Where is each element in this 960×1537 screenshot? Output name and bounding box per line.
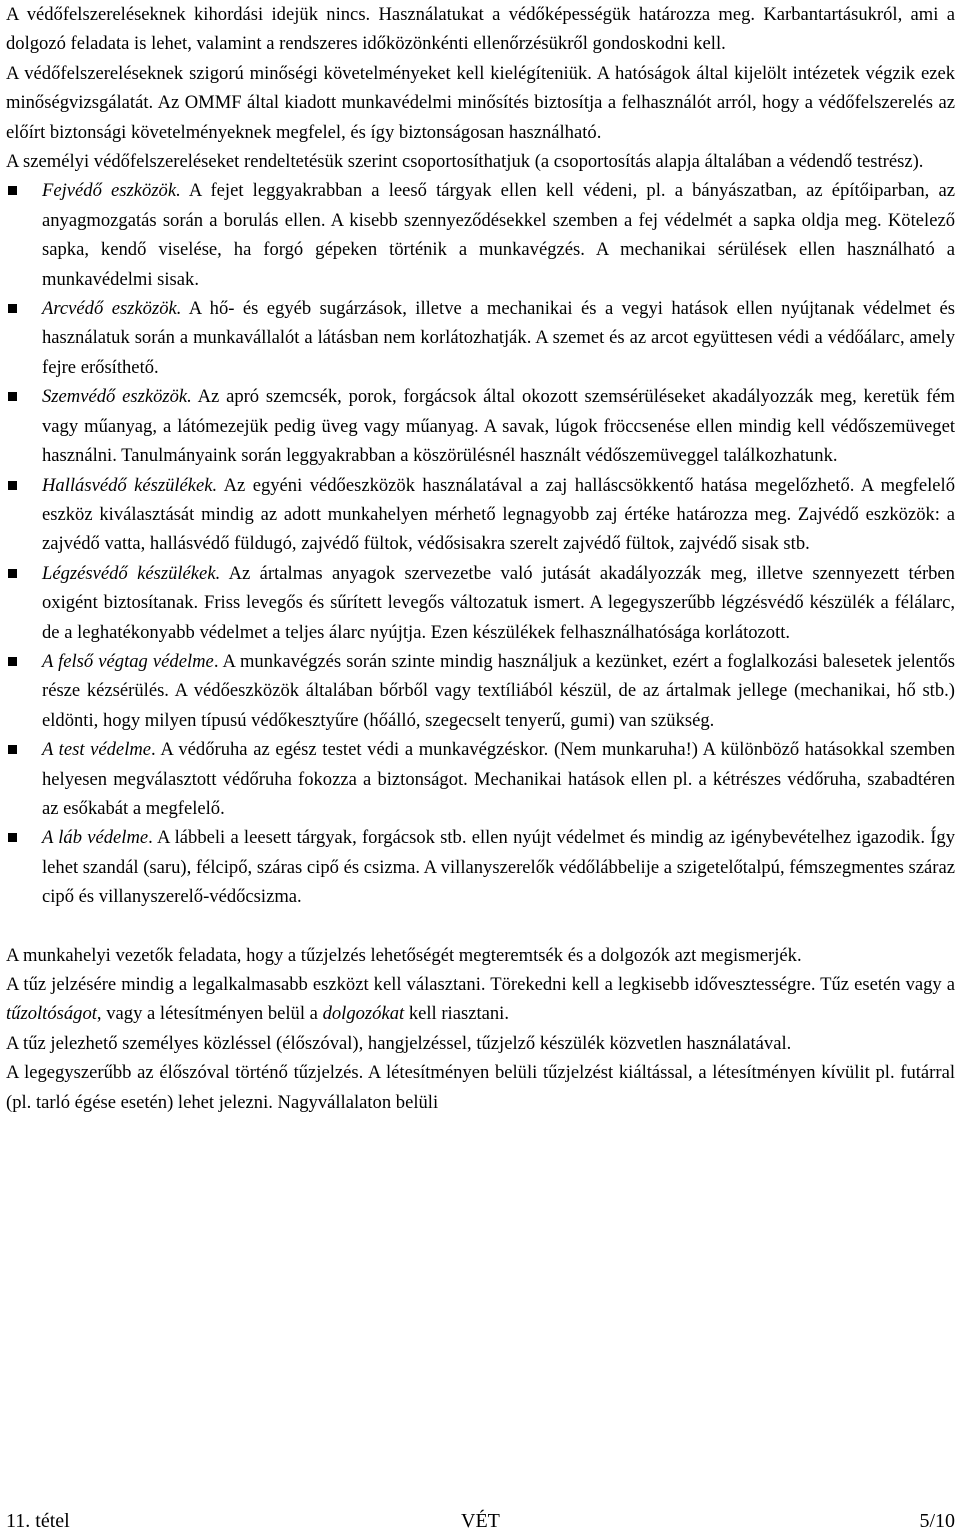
paragraph-fire-alarm-tool: A tűz jelzésére mindig a legalkalmasabb eszközt kell választani. Törekedni kell a legkisebb idővesztességre. Tűz esetén vagy a tűzoltóságot, vagy a létesítményen belül a dolgozókat kell riasztani. xyxy=(6,974,955,1025)
emphasis-fire-brigade: tűzoltóságot xyxy=(6,1003,97,1025)
paragraph-fire-alarm-verbal: A legegyszerűbb az élőszóval történő tűzjelzés. A létesítményen belüli tűzjelzést kiáltással, a létesítményen kívülit pl. futárral (pl. tarló égése esetén) lehet jelezni. Nagyvállalaton belüli xyxy=(6,1062,955,1113)
square-bullet-icon xyxy=(8,481,17,490)
list-item-title: A felső végtag védelme xyxy=(42,650,214,672)
paragraph-quality: A védőfelszereléseknek szigorú minőségi követelményeket kell kielégíteniük. A hatóságok által kijelölt intézetek végzik ezek minőségvizsgálatát. Az OMMF által kiadott munkavédelmi minősítés biztosítja a felhasználót arról, hogy a védőfelszerelés az előírt biztonsági követelményeknek megfelel, és így biztonságosan használható. xyxy=(6,62,955,143)
protective-equipment-list xyxy=(6,176,955,911)
footer-page-number: 5/10 xyxy=(919,1510,955,1532)
square-bullet-icon xyxy=(8,186,17,195)
paragraph-fire-alarm-duty: A munkahelyi vezetők feladata, hogy a tűzjelzés lehetőségét megteremtsék és a dolgozók azt megismerjék. xyxy=(6,944,802,966)
list-item-title: A test védelme xyxy=(42,739,152,761)
list-item-eye-protection xyxy=(6,382,955,470)
list-item-title: Légzésvédő készülékek. xyxy=(42,562,221,584)
square-bullet-icon xyxy=(8,304,17,313)
list-item-text: . A lábbeli a leesett tárgyak, forgácsok stb. ellen nyújt védelmet és mindig az igénybevételhez igazodik. Így lehet szandál (saru), félcipő, száras cipő és csizma. A villanyszerelők védőlábbelije a szigetelőtalpú, fémszegmentes száraz cipő és villanyszerelő-védőcsizma. xyxy=(42,827,955,908)
square-bullet-icon xyxy=(8,745,17,754)
page-footer xyxy=(6,1506,955,1536)
list-item-title: Szemvédő eszközök. xyxy=(42,386,192,408)
list-item-body-protection xyxy=(6,735,955,823)
square-bullet-icon xyxy=(8,657,17,666)
list-item-text: A fejet leggyakrabban a leeső tárgyak ellen kell védeni, pl. a bányászatban, az építőiparban, az anyagmozgatás során a borulás ellen. A kisebb szennyeződésekkel szemben a fej védelmét a sapka oldja meg. Kötelező sapka, kendő viselése, ha forgó gépeken történik a munkavégzés. A mechanikai sérülések ellen használható a munkavédelmi sisak. xyxy=(42,180,956,290)
list-item-title: Hallásvédő készülékek. xyxy=(42,474,218,496)
paragraph-maintenance: A védőfelszereléseknek kihordási idejük nincs. Használatukat a védőképességük határozza meg. Karbantartásukról, ami a dolgozó feladata is lehet, valamint a rendszeres időközönkénti ellenőrzésükről gondoskodni kell. xyxy=(6,4,955,55)
paragraph-grouping: A személyi védőfelszereléseket rendeltetésük szerint csoportosíthatjuk (a csoportosítás alapja általában a védendő testrész). xyxy=(6,151,924,173)
list-item-head-protection xyxy=(6,176,955,294)
square-bullet-icon xyxy=(8,833,17,842)
list-item-text: Az apró szemcsék, porok, forgácsok által okozott szemsérüléseket akadályozzák meg, keretük fém vagy műanyag, a látómezejük pedig üveg vagy műanyag. A savak, lúgok fröccsenése ellen mindig kell védőszemüveget használni. Tanulmányaink során leggyakrabban a köszörülésnél használt védőszemüveggel találkozhatunk. xyxy=(42,386,955,467)
list-item-hearing-protection xyxy=(6,471,955,559)
emphasis-workers: dolgozókat xyxy=(322,1003,405,1025)
list-item-title: A láb védelme xyxy=(42,827,149,849)
document-page xyxy=(6,0,955,1117)
footer-subject: VÉT xyxy=(461,1510,500,1532)
list-item-text: . A munkavégzés során szinte mindig használjuk a kezünket, ezért a foglalkozási balesetek jelentős része kézsérülés. A védőeszközök általában bőrből vagy textíliából készül, de az ártalmak jellege (mechanikai, hő stb.) eldönti, hogy milyen típusú védőkesztyűre (hőálló, szegecselt tenyerű, gumi) van szükség. xyxy=(42,650,955,731)
list-item-respiratory-protection xyxy=(6,559,955,647)
list-item-text: Az egyéni védőeszközök használatával a zaj halláscsökkentő hatása megelőzhető. A megfelelő eszköz kiválasztását mindig az adott munkahelyen mérhető legnagyobb zaj értéke határozza meg. Zajvédő eszközök: a zajvédő vatta, hallásvédő füldugó, zajvédő fültok, védősisakra szerelt zajvédő fültok, zajvédő sisak stb. xyxy=(42,474,955,555)
list-item-title: Fejvédő eszközök. xyxy=(42,180,181,202)
list-item-text: . A védőruha az egész testet védi a munkavégzéskor. (Nem munkaruha!) A különböző hatásokkal szemben helyesen megválasztott védőruha fokozza a biztonságot. Mechanikai hatások ellen pl. a kétrészes védőruha, szabadtéren az esőkabát a megfelelő. xyxy=(42,739,955,819)
list-item-upper-limb-protection xyxy=(6,647,955,735)
list-item-text: A hő- és egyéb sugárzások, illetve a mechanikai és a vegyi hatások ellen nyújtanak védelmet és használatuk során a munkavállalót a látásban nem korlátozhatják. A szemet és az arcot együttesen védi a védőálarc, amely fejre erősíthető. xyxy=(42,298,955,378)
square-bullet-icon xyxy=(8,569,17,578)
square-bullet-icon xyxy=(8,392,17,401)
section-spacer xyxy=(6,912,955,941)
list-item-text: Az ártalmas anyagok szervezetbe való jutását akadályozzák meg, illetve szennyezett térben oxigént biztosítanak. Friss levegős és sűrített levegős változatuk ismert. A legegyszerűbb légzésvédő készülék a félálarc, de a leghatékonyabb védelmet a teljes álarc nyújtja. Ezen készülékek felhasználhatósága korlátozott. xyxy=(42,562,955,643)
paragraph-fire-alarm-methods: A tűz jelezhető személyes közléssel (élőszóval), hangjelzéssel, tűzjelző készülék közvetlen használatával. xyxy=(6,1032,792,1054)
list-item-title: Arcvédő eszközök. xyxy=(42,298,182,320)
footer-item-number: 11. tétel xyxy=(6,1510,70,1532)
list-item-face-protection xyxy=(6,294,955,382)
list-item-foot-protection xyxy=(6,823,955,911)
